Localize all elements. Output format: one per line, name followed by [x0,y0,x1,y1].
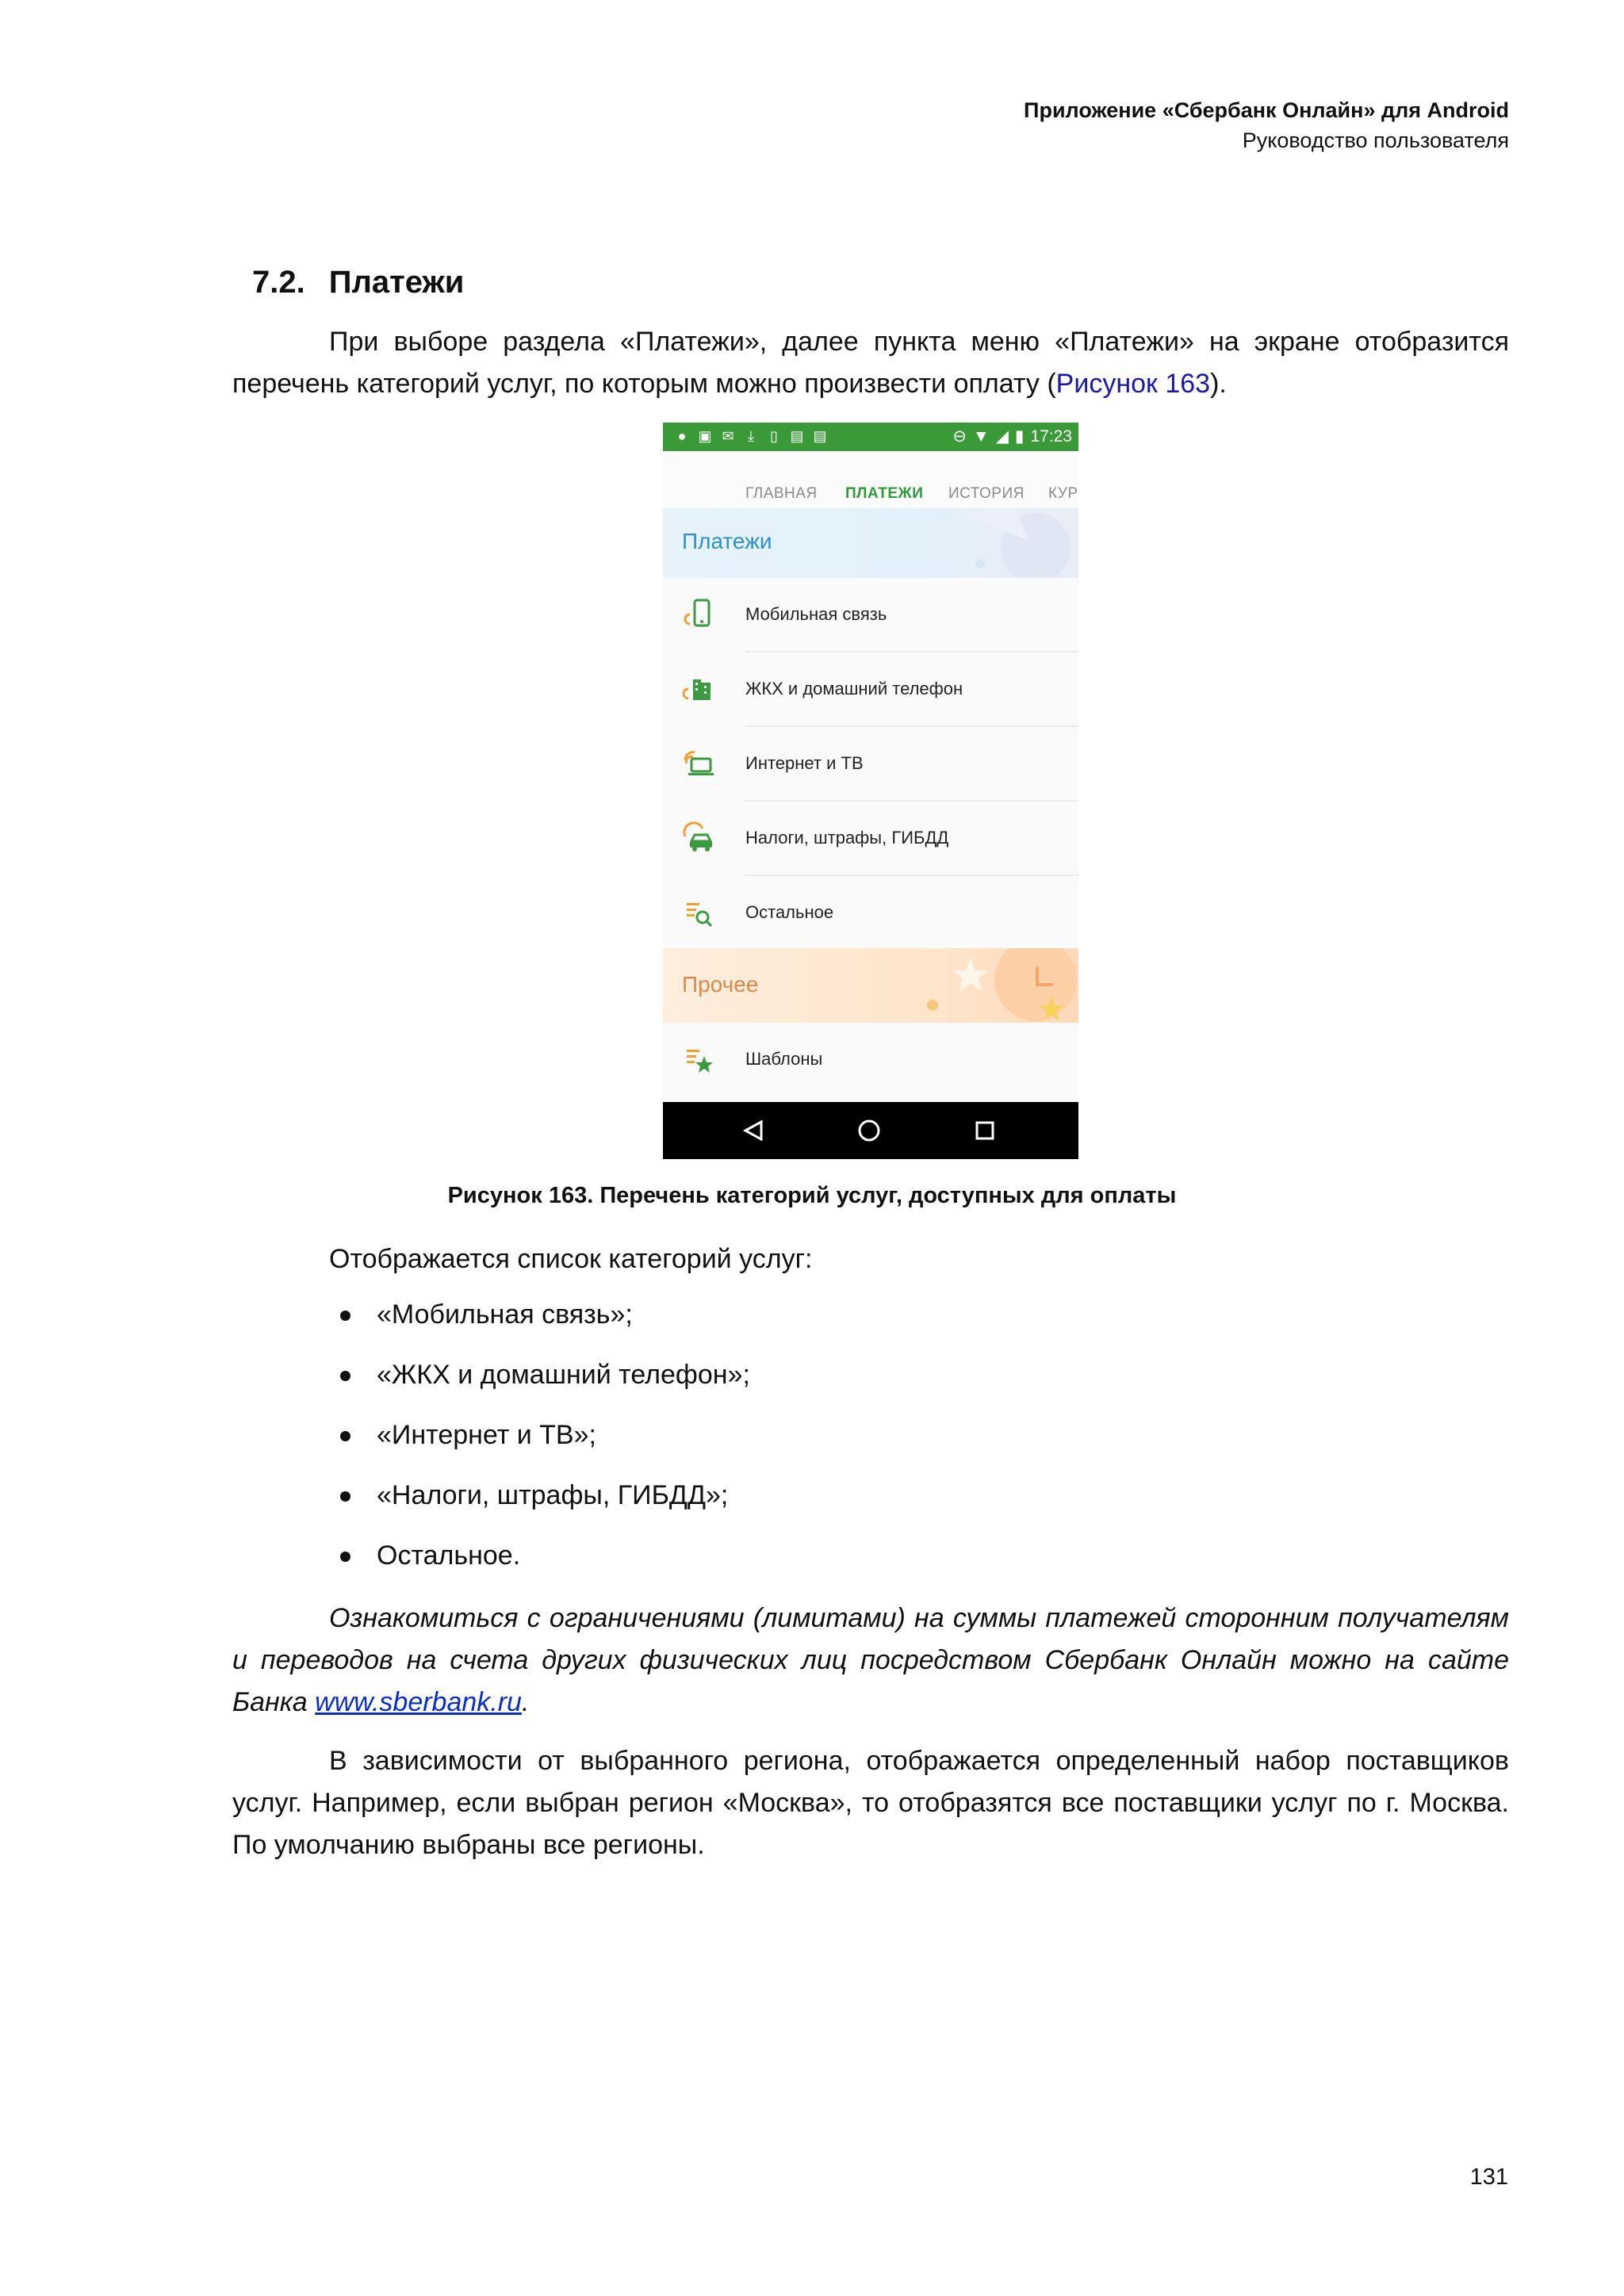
page-number: 131 [1469,2164,1508,2190]
section-title: Платежи [328,265,465,300]
tab-history[interactable]: ИСТОРИЯ [948,485,1025,502]
mail-icon: ✉ [722,428,734,444]
other-item-label: Шаблоны [745,1049,823,1069]
list-item: «Мобильная связь»; [377,1295,750,1355]
bag-icon: ▤ [790,428,804,444]
wifi-icon: ▼ [972,427,990,446]
payments-header: Платежи [682,529,772,553]
list-intro: Отображается список категорий услуг: [329,1244,813,1274]
payment-item-mobile[interactable] [663,578,1078,652]
figure-caption: Рисунок 163. Перечень категорий услуг, доступных для оплаты [447,1183,1177,1208]
other-section-banner [663,948,1078,1023]
payment-item-label: Мобильная связь [745,604,887,624]
back-icon[interactable] [745,1122,761,1139]
list-star-icon [680,1042,717,1078]
tab-main[interactable]: ГЛАВНАЯ [745,485,818,502]
app-screenshot [663,423,1078,1159]
section-heading [252,265,464,300]
payment-item-label: ЖКХ и домашний телефон [745,679,963,698]
payment-item-label: Интернет и ТВ [745,753,864,773]
bullet-icon [340,1552,350,1562]
bullet-icon [340,1491,350,1502]
laptop-icon [680,746,717,783]
status-bar [663,423,1078,451]
message-icon: ● [677,428,687,444]
payment-item-taxes[interactable] [663,802,1078,876]
document-header-title: Приложение «Сбербанк Онлайн» для Android [1024,98,1509,122]
other-header: Прочее [682,972,759,997]
car-icon [680,821,717,857]
list-item: Остальное. [377,1536,750,1596]
signal-icon: ◢ [995,427,1009,446]
home-icon[interactable] [860,1121,879,1140]
phone-icon: ▯ [770,428,778,444]
list-item: «Налоги, штрафы, ГИБДД»; [377,1475,750,1536]
payments-section-banner [663,508,1078,578]
limits-note: Ознакомиться с ограничениями (лимитами) на суммы платежей сторонним получателям и переводов на счета других физических лиц посредством Сбербанк Онлайн можно на сайте Банка www.sberbank.ru. [232,1603,1509,1717]
bullet-icon [340,1431,350,1441]
category-list [377,1295,750,1596]
intro-paragraph: При выборе раздела «Платежи», далее пункта меню «Платежи» на экране отобразится перечень категорий услуг, по которым можно произвести оплату (Рисунок 163). [232,327,1509,399]
payment-item-internet[interactable] [663,727,1078,802]
mobile-phone-icon [680,597,717,633]
list-search-icon [680,895,717,932]
document-header-subtitle: Руководство пользователя [1242,128,1509,152]
tab-rates[interactable]: КУР [1048,485,1078,502]
download-icon: ⤓ [748,428,754,444]
other-item-templates[interactable] [663,1023,1078,1097]
tab-payments[interactable]: ПЛАТЕЖИ [845,485,924,502]
status-time: 17:23 [1030,427,1072,446]
notification-icons [674,427,828,445]
section-number: 7.2. [252,265,305,300]
figure-link[interactable]: Рисунок 163 [1055,369,1211,399]
bullet-icon [340,1371,350,1381]
building-icon [680,672,717,708]
image-icon: ▣ [698,428,712,444]
region-paragraph: В зависимости от выбранного региона, отображается определенный набор поставщиков услуг. Например, если выбран регион «Москва», то отобразятся все поставщики услуг по г. Москва. По умолчанию выбраны все регионы. [232,1746,1509,1860]
payment-item-label: Остальное [745,902,834,922]
payment-item-other[interactable] [663,876,1078,951]
payment-item-utilities[interactable] [663,652,1078,727]
list-item: «Интернет и ТВ»; [377,1415,750,1475]
battery-icon: ▮ [1014,427,1025,446]
android-nav-bar [663,1102,1078,1159]
bag-icon: ▤ [813,428,827,444]
sberbank-link[interactable]: www.sberbank.ru [315,1687,522,1717]
payment-item-label: Налоги, штрафы, ГИБДД [745,828,949,848]
list-item: «ЖКХ и домашний телефон»; [377,1355,750,1415]
minus-circle-icon: ⊖ [952,427,967,446]
bullet-icon [340,1311,350,1321]
recents-icon[interactable] [977,1123,993,1138]
